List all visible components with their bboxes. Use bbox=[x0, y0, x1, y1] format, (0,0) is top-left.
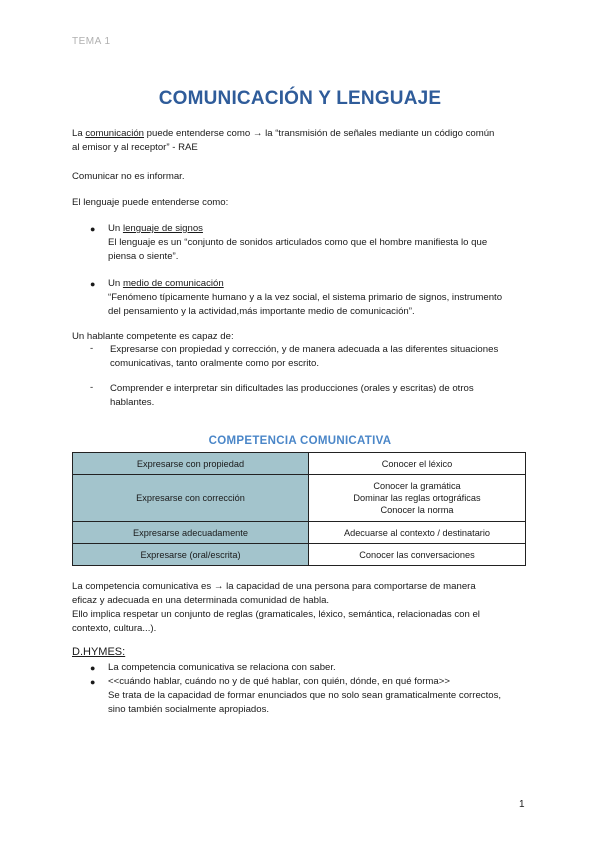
page-title: COMUNICACIÓN Y LENGUAJE bbox=[158, 88, 442, 109]
list-text: Comprender e interpretar sin dificultades las producciones (orales y escritas) de otros bbox=[110, 383, 474, 394]
paragraph-line: La competencia comunicativa es → la capacidad de una persona para comportarse de manera bbox=[72, 581, 476, 592]
table-row bbox=[73, 475, 526, 522]
intro-text: puede entenderse como → la “transmisión de señales mediante un código común bbox=[144, 128, 495, 139]
paragraph-line: contexto, cultura...). bbox=[72, 623, 157, 634]
bullet-text: piensa o siente”. bbox=[108, 251, 179, 262]
table-cell: Expresarse con propiedad bbox=[73, 453, 309, 475]
term-lenguaje-signos: lenguaje de signos bbox=[122, 223, 203, 234]
term-medio-comunicacion: medio de comunicación bbox=[122, 278, 224, 289]
bullet-text: sino también socialmente apropiados. bbox=[108, 704, 270, 715]
bullet-icon: ● bbox=[90, 279, 96, 289]
page-header: TEMA 1 bbox=[72, 36, 111, 47]
table-cell: Conocer el léxico bbox=[309, 453, 526, 475]
intro-text: La bbox=[72, 128, 86, 139]
table-row bbox=[73, 453, 526, 475]
table-cell: Adecuarse al contexto / destinatario bbox=[309, 522, 526, 544]
hymes-bullet-saber: La competencia comunicativa se relaciona con saber. bbox=[108, 662, 336, 673]
table-cell: Conocer las conversaciones bbox=[309, 544, 526, 566]
bullet-icon: ● bbox=[90, 677, 96, 687]
bullet-medio-comunicacion bbox=[108, 277, 533, 319]
bullet-text: del pensamiento y la actividad,más importante medio de comunicación”. bbox=[108, 306, 415, 317]
bullet-text: Se trata de la capacidad de formar enunciados que no solo sean gramaticalmente correctos, bbox=[108, 690, 502, 701]
bullet-icon: ● bbox=[90, 663, 96, 673]
intro-text: al emisor y al receptor” - RAE bbox=[72, 142, 198, 153]
paragraph-competencia bbox=[72, 580, 542, 636]
term-comunicacion: comunicación bbox=[85, 128, 145, 139]
paragraph-hablante: Un hablante competente es capaz de: bbox=[72, 331, 234, 342]
list-text: hablantes. bbox=[110, 397, 155, 408]
table-row bbox=[73, 522, 526, 544]
section-subtitle: COMPETENCIA COMUNICATIVA bbox=[208, 435, 392, 447]
bullet-text: <<cuándo hablar, cuándo no y de qué hablar, con quién, dónde, en qué forma>> bbox=[108, 676, 450, 687]
list-text: Expresarse con propiedad y corrección, y de manera adecuada a las diferentes situaciones bbox=[110, 344, 499, 355]
bullet-text: Un bbox=[108, 223, 123, 234]
list-text: comunicativas, tanto oralmente como por escrito. bbox=[110, 358, 320, 369]
cell-line: Conocer la norma bbox=[380, 505, 454, 515]
table-cell: Expresarse adecuadamente bbox=[73, 522, 309, 544]
bullet-lenguaje-signos bbox=[108, 222, 528, 264]
paragraph-line: eficaz y adecuada en una determinada comunidad de habla. bbox=[72, 595, 330, 606]
paragraph-lenguaje: El lenguaje puede entenderse como: bbox=[72, 197, 229, 208]
dash-item-comprender bbox=[110, 382, 535, 410]
bullet-icon: ● bbox=[90, 224, 96, 234]
cell-line: Dominar las reglas ortográficas bbox=[353, 493, 481, 503]
page-number: 1 bbox=[519, 799, 525, 810]
paragraph-informar: Comunicar no es informar. bbox=[72, 171, 185, 182]
bullet-text: “Fenómeno típicamente humano y a la vez social, el sistema primario de signos, instrumento bbox=[108, 292, 503, 303]
table-row bbox=[73, 544, 526, 566]
hymes-bullet-cuando bbox=[108, 675, 533, 717]
dash-marker: - bbox=[90, 343, 94, 354]
bullet-text: Un bbox=[108, 278, 123, 289]
intro-paragraph bbox=[72, 127, 532, 155]
dash-marker: - bbox=[90, 382, 94, 393]
cell-line: Conocer la gramática bbox=[373, 481, 461, 491]
table-cell bbox=[309, 475, 526, 522]
bullet-text: El lenguaje es un “conjunto de sonidos articulados como que el hombre manifiesta lo que bbox=[108, 237, 488, 248]
competencia-table bbox=[72, 452, 526, 566]
paragraph-line: Ello implica respetar un conjunto de reglas (gramaticales, léxico, semántica, relacionadas con el bbox=[72, 609, 480, 620]
table-cell: Expresarse con corrección bbox=[73, 475, 309, 522]
hymes-heading: D.HYMES: bbox=[72, 646, 126, 658]
table-cell: Expresarse (oral/escrita) bbox=[73, 544, 309, 566]
dash-item-expresarse bbox=[110, 343, 535, 371]
